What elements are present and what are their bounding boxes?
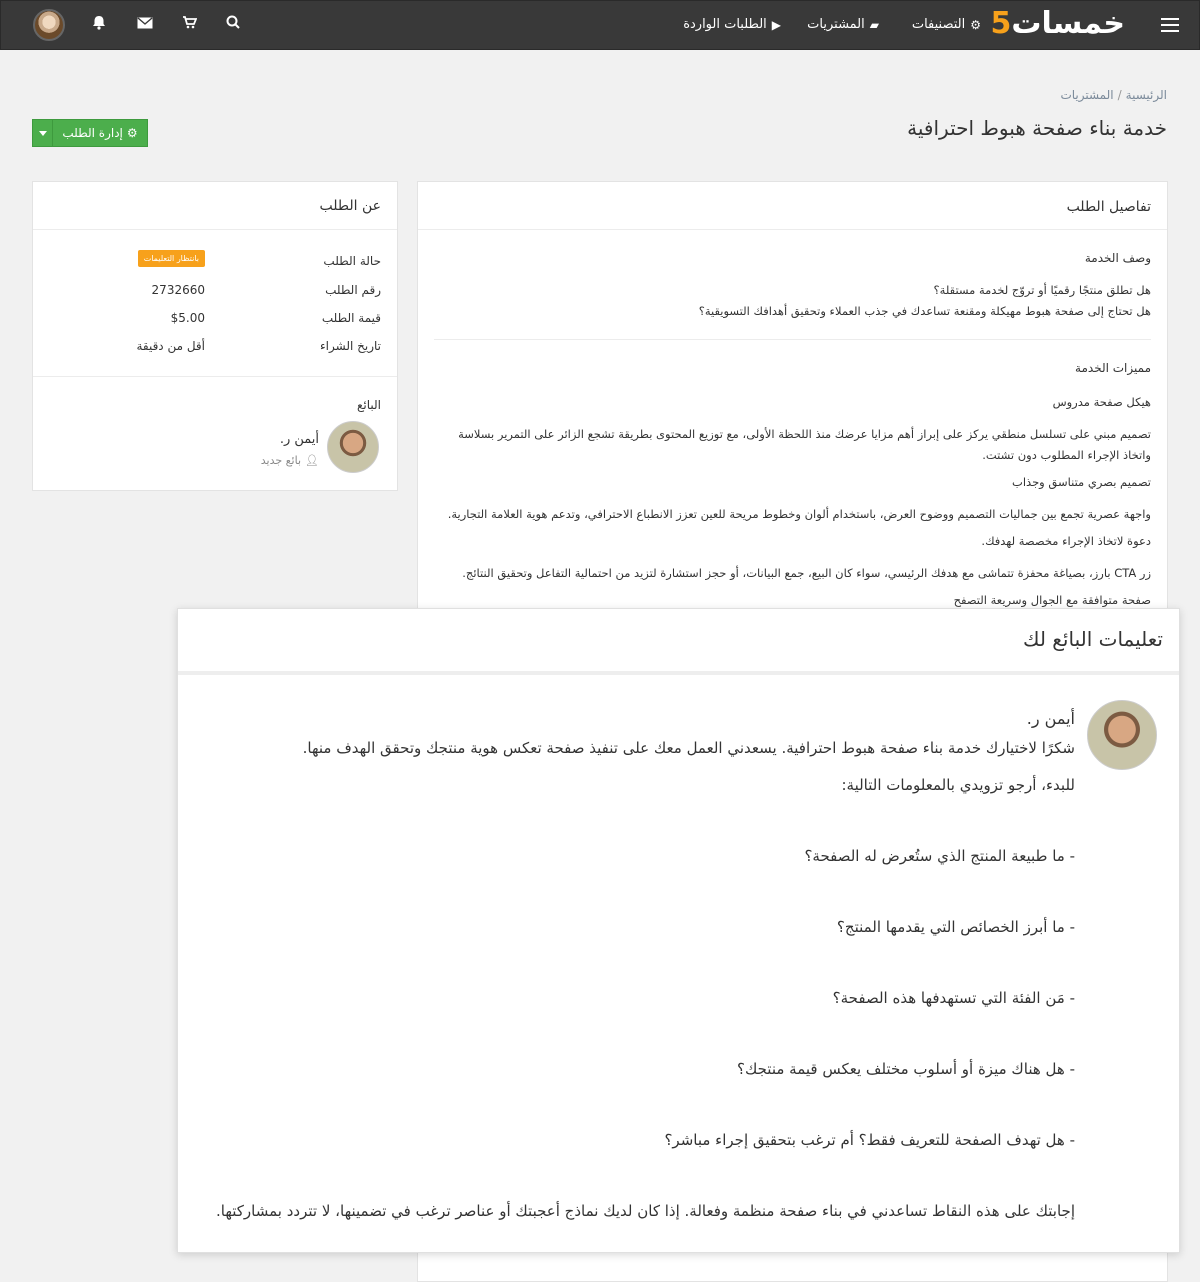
feature-line: تصميم مبني على تسلسل منطقي يركز على إبراز أهم مزايا عرضك منذ اللحظة الأولى، مع توزيع المحتوى بطريقة تشجع الزائر على التمرير بسلاسة واتخاذ الإجراء المطلوب دون تشتت.: [458, 427, 1151, 462]
instructions-intro: شكرًا لاختيارك خدمة بناء صفحة هبوط احترافية. يسعدني العمل معك على تنفيذ صفحة تعكس هوية منتجك وتحقق الهدف منها.: [302, 739, 1075, 757]
order-price-label: قيمة الطلب: [321, 311, 381, 325]
categories-icon: ⚙: [970, 17, 981, 32]
feature-line: صفحة متوافقة مع الجوال وسريعة التصفح: [953, 593, 1151, 607]
purchase-date-row: [33, 339, 397, 357]
nav-purchases-label: المشتريات: [807, 17, 865, 32]
seller-role: [261, 454, 319, 467]
instructions-question: - هل هناك ميزة أو أسلوب مختلف يعكس قيمة منتجك؟: [737, 1060, 1075, 1078]
order-number-value: 2732660: [151, 283, 205, 297]
order-price-row: [33, 311, 397, 329]
seller-avatar[interactable]: [327, 421, 379, 473]
instructions-lead: للبدء، أرجو تزويدي بالمعلومات التالية:: [841, 776, 1075, 794]
service-description-title: وصف الخدمة: [1084, 251, 1151, 265]
user-avatar[interactable]: [33, 9, 65, 41]
seller-name[interactable]: أيمن ر.: [279, 432, 319, 447]
breadcrumb: [1060, 88, 1167, 102]
instructions-question: - مَن الفئة التي تستهدفها هذه الصفحة؟: [832, 989, 1075, 1007]
nav-incoming-orders-label: الطلبات الواردة: [683, 17, 767, 32]
instructions-author-avatar[interactable]: [1087, 700, 1157, 770]
menu-icon[interactable]: [1161, 18, 1179, 32]
gear-icon: ⚙: [126, 126, 138, 140]
truck-icon: ▶: [771, 17, 781, 32]
feature-line: هيكل صفحة مدروس: [1052, 395, 1151, 409]
page-title: خدمة بناء صفحة هبوط احترافية: [907, 116, 1167, 140]
breadcrumb-current[interactable]: المشتريات: [1060, 88, 1114, 102]
service-features-title: مميزات الخدمة: [1075, 361, 1151, 375]
divider: [434, 339, 1151, 340]
nav-incoming-orders[interactable]: [683, 17, 781, 32]
instructions-closing: إجابتك على هذه النقاط تساعدني في بناء صفحة منظمة وفعالة. إذا كان لديك نماذج أعجبتك أو عناصر ترغب في تضمينها، لا تتردد بمشاركتها.: [216, 1202, 1075, 1220]
order-price-value: $5.00: [170, 311, 205, 325]
bell-icon[interactable]: [89, 15, 109, 34]
seller-instructions-title: تعليمات البائع لك: [178, 609, 1179, 675]
order-status-row: [33, 254, 397, 272]
feature-line: دعوة لاتخاذ الإجراء مخصصة لهدفك.: [981, 534, 1151, 548]
divider: [33, 376, 397, 377]
nav-categories-label: التصنيفات: [911, 17, 966, 32]
caret-down-icon: [39, 131, 47, 136]
manage-order-dropdown-toggle[interactable]: [33, 120, 53, 146]
feature-line: زر CTA بارز، بصياغة محفزة تتماشى مع هدفك الرئيسي، سواء كان البيع، جمع البيانات، أو حجز استشارة لتزيد من احتمالية التفاعل وتحقيق النتائج.: [462, 566, 1151, 580]
order-number-label: رقم الطلب: [325, 283, 381, 297]
seller-role-label: بائع جديد: [260, 454, 302, 467]
description-line: هل تطلق منتجًا رقميًا أو تروّج لخدمة مستقلة؟: [933, 283, 1151, 297]
breadcrumb-home[interactable]: الرئيسية: [1125, 88, 1167, 102]
order-number-row: [33, 283, 397, 301]
search-icon[interactable]: [223, 15, 243, 33]
site-logo[interactable]: [990, 6, 1125, 42]
logo-digit: 5: [990, 6, 1012, 41]
seller-title: البائع: [357, 398, 381, 412]
seller-instructions-panel: [177, 608, 1180, 1253]
manage-order-label: إدارة الطلب: [62, 126, 123, 140]
manage-order-button[interactable]: [32, 119, 148, 147]
nav-categories[interactable]: [912, 17, 981, 32]
purchase-date-label: تاريخ الشراء: [320, 339, 381, 353]
order-status-label: حالة الطلب: [323, 254, 381, 268]
nav-purchases[interactable]: [807, 17, 879, 32]
logo-text: خمسات: [1011, 6, 1125, 41]
description-line: هل تحتاج إلى صفحة هبوط مهيكلة ومقنعة تساعدك في جذب العملاء وتحقيق أهدافك التسويقية؟: [698, 304, 1151, 318]
about-order-card: [32, 181, 398, 491]
instructions-question: - ما أبرز الخصائص التي يقدمها المنتج؟: [836, 918, 1075, 936]
status-badge: بانتظار التعليمات: [138, 250, 205, 267]
user-icon: 👤︎: [305, 454, 319, 467]
about-order-title: عن الطلب: [33, 182, 397, 230]
instructions-author-name[interactable]: أيمن ر.: [1026, 709, 1075, 728]
breadcrumb-separator: /: [1117, 88, 1122, 102]
instructions-question: - ما طبيعة المنتج الذي ستُعرض له الصفحة؟: [804, 847, 1075, 865]
folder-icon: ▰: [869, 17, 879, 32]
envelope-icon[interactable]: [135, 15, 155, 33]
cart-icon[interactable]: [179, 15, 199, 33]
instructions-question: - هل تهدف الصفحة للتعريف فقط؟ أم ترغب بتحقيق إجراء مباشر؟: [664, 1131, 1075, 1149]
top-navbar: [0, 0, 1200, 50]
purchase-date-value: أقل من دقيقة: [136, 339, 205, 353]
feature-line: واجهة عصرية تجمع بين جماليات التصميم ووضوح العرض، باستخدام ألوان وخطوط مريحة للعين تعزز الانطباع الاحترافي، وتدعم هوية العلامة التجارية.: [447, 507, 1151, 521]
order-details-title: تفاصيل الطلب: [418, 182, 1167, 230]
feature-line: تصميم بصري متناسق وجذاب: [1012, 475, 1151, 489]
